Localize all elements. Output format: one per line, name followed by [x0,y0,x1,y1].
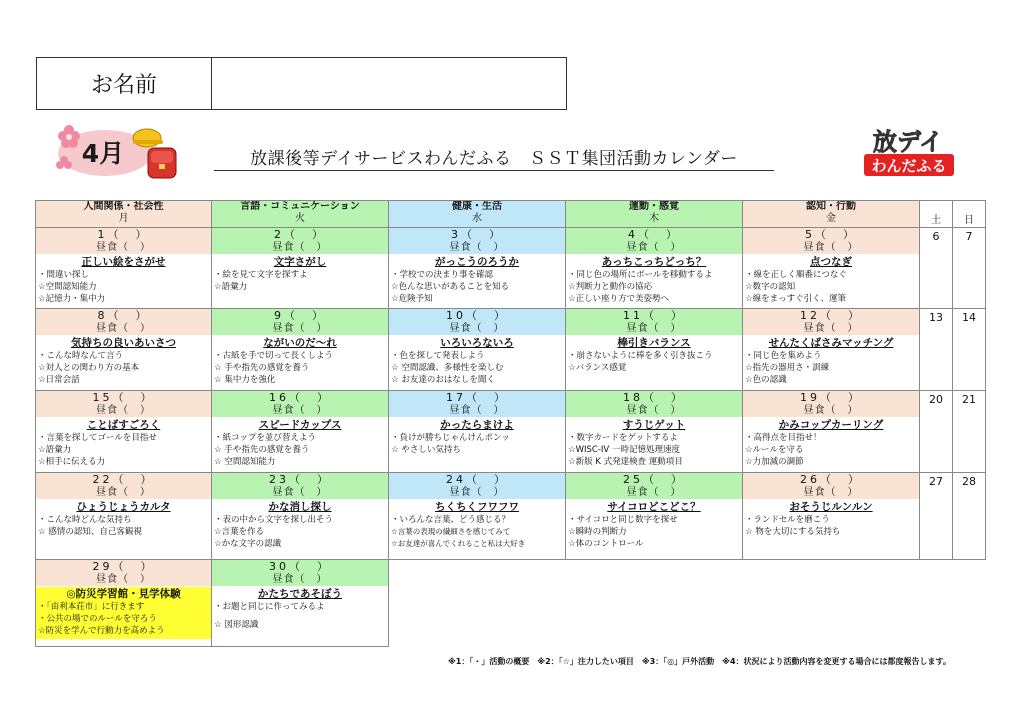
day-cell [389,228,566,309]
day-lunch: 昼食（ ） [96,405,151,416]
page-title: 放課後等デイサービスわんだふる ＳＳＴ集団活動カレンダー [214,144,774,171]
day-lunch: 昼食（ ） [272,487,328,498]
day-lunch: 昼食（ ） [626,323,682,334]
day-date: 25（ ） [623,473,685,486]
header-health: 健康・生活 水 [389,201,566,228]
activity-note: ☆ルールを守る [745,445,804,455]
day-lunch: 昼食（ ） [803,487,859,498]
day-cell [36,228,212,309]
activity-title: 正しい絵をさがせ [81,256,166,268]
activity-note: ☆日常会話 [38,375,80,385]
day-cell [566,228,743,309]
activity-note: ☆防災を学んで行動力を高めよう [38,626,165,636]
activity-note: ・高得点を目指せ！ [745,433,822,443]
activity-note: ・線を正しく順番につなぐ [745,270,847,280]
activity-note: ・言葉を探してゴールを目指せ [38,433,157,443]
day-date: 30（ ） [269,560,331,573]
empty-cell [389,560,566,647]
day-lunch: 昼食（ ） [626,242,682,253]
activity-note: ・同じ色を集めよう [745,351,822,361]
activity-note: ☆ やさしい気持ち [391,445,461,455]
activity-note: ☆空間認知能力 [38,282,97,292]
day-date: 4（ ） [628,228,680,241]
activity-note: ・紙コップを並び替えよう [214,433,316,443]
yellow-hat-icon [133,129,163,147]
saturday-date: 27 [920,473,953,560]
header-language: 言語・コミュニケーション 火 [212,201,389,228]
activity-note: ☆指先の器用さ・訓練 [745,363,830,373]
logo-line2: わんだふる [871,157,947,175]
day-date: 9（ ） [274,309,326,322]
activity-title: かみコップカーリング [778,419,884,431]
day-cell [743,473,920,560]
activity-note: ・表の中から文字を探し出そう [214,515,334,525]
day-lunch: 昼食（ ） [449,242,505,253]
activity-note: ☆ 集中力を強化 [214,375,276,385]
activity-title: サイコロどこどこ？ [607,501,701,513]
day-date: 29（ ） [92,560,155,573]
day-cell [566,309,743,391]
day-date: 2（ ） [274,228,326,241]
activity-title: あっちこっちどっち？ [601,256,707,268]
activity-title: 気持ちの良いあいさつ [71,337,176,349]
day-lunch: 昼食（ ） [803,323,859,334]
activity-note: ☆体のコントロール [568,539,644,549]
randoseru-icon [148,148,176,178]
activity-note: ☆色んな思いがあることを知る [391,282,510,292]
saturday-date: 6 [920,228,953,309]
day-lunch: 昼食（ ） [626,487,682,498]
activity-note: ☆お友達が喜んでくれること私は大好き [391,539,526,548]
wandafuru-logo [858,124,958,179]
activity-note: ☆語彙力 [214,282,248,292]
activity-note: ☆危険予知 [391,294,433,304]
day-cell [389,473,566,560]
activity-title: ひょうじょうカルタ [76,501,171,513]
activity-note: ☆正しい座り方で美姿勢へ [568,294,670,304]
day-cell [389,391,566,473]
week-row-2 [36,309,986,391]
activity-note: ☆ 空間認識、多様性を楽しむ [391,363,504,373]
month-badge-text: 4月 [81,139,125,168]
day-lunch: 昼食（ ） [272,323,328,334]
header-sunday: 日 [953,201,986,228]
saturday-date: 13 [920,309,953,391]
footer-legend: ※1：「・」活動の概要 ※2：「☆」注力したい項目 ※3：「◎」戸外活動 ※4：状況により活動内容を変更する場合には都度報告します。 [448,657,951,666]
day-date: 17（ ） [446,391,508,404]
day-cell [389,309,566,391]
header-cognition: 認知・行動 金 [743,201,920,228]
activity-title: おそうじルンルン [789,501,873,513]
activity-note: ☆バランス感覚 [568,363,627,373]
activity-note: ・色を探して発表しよう [391,351,485,361]
day-date: 15（ ） [92,391,155,404]
day-lunch: 昼食（ ） [272,574,328,585]
activity-title: かな消し探し [268,501,332,513]
day-date: 3（ ） [451,228,503,241]
activity-title: ちくちくフワフワ [435,501,519,513]
header-row [36,201,986,228]
empty-cell [920,560,953,647]
activity-note: ・サイコロと同じ数字を探せ [568,515,678,525]
day-lunch: 昼食（ ） [96,323,151,334]
activity-note: ・古紙を手で切って長くしよう [214,351,334,361]
day-cell [743,228,920,309]
activity-note: ・間違い探し [38,270,90,280]
day-date: 10（ ） [446,309,508,322]
day-lunch: 昼食（ ） [803,405,859,416]
day-cell [212,391,389,473]
day-date: 5（ ） [805,228,857,241]
activity-note: ・公共の場でのルールを守ろう [38,614,157,624]
name-field[interactable] [212,58,566,109]
day-lunch: 昼食（ ） [449,405,505,416]
week-row-1 [36,228,986,309]
activity-title: 文字さがし [273,256,327,268]
month-badge-illustration [55,120,180,182]
activity-note: ☆線をまっすぐ引く、運筆 [745,294,846,304]
day-cell [566,391,743,473]
activity-note: ・「由利本荘市」に行きます [38,602,145,612]
activity-note: ☆ 空間認知能力 [214,457,276,467]
activity-note: ☆新版 K 式発達検査 運動項目 [568,457,683,467]
activity-title: せんたくばさみマッチング [768,337,894,349]
day-date: 22（ ） [92,473,155,486]
week-row-5 [36,560,986,647]
day-lunch: 昼食（ ） [96,487,151,498]
activity-note: ・お題と同じに作ってみるよ [214,602,325,612]
header-motor: 運動・感覚 木 [566,201,743,228]
day-lunch: 昼食（ ） [626,405,682,416]
activity-note: ☆ 感情の認知、自己客観視 [38,527,142,537]
activity-calendar [35,200,986,647]
name-box [36,57,567,110]
day-date: 18（ ） [623,391,685,404]
day-lunch: 昼食（ ） [803,242,859,253]
day-cell [566,473,743,560]
day-cell [212,473,389,560]
activity-title: 棒引きバランス [617,337,691,349]
day-cell [212,309,389,391]
activity-title: かったらまけよ [440,419,514,431]
activity-title: 点つなぎ [810,256,852,268]
day-cell [36,560,212,647]
activity-note: ☆力加減の調節 [745,457,804,467]
activity-note: ・数字カードをゲットするよ [568,433,678,443]
activity-title: ◎防災学習館・見学体験 [66,588,181,600]
activity-note: ☆色の認識 [745,375,787,385]
activity-note: ・崩さないように棒を多く引き抜こう [568,351,713,361]
sunday-date: 7 [953,228,986,309]
activity-note: ☆判断力と動作の協応 [568,282,653,292]
week-row-3 [36,391,986,473]
activity-note: ☆数字の認知 [745,282,796,292]
activity-note: ☆ 手や指先の感覚を養う [214,363,310,373]
day-cell [36,473,212,560]
sunday-date: 21 [953,391,986,473]
activity-note: ☆ お友達のおはなしを聞く [391,375,495,385]
activity-note: ☆記憶力・集中力 [38,294,106,304]
activity-note: ☆ 物を大切にする気持ち [745,527,841,537]
activity-title: ながいのだ〜れ [263,337,337,349]
activity-note: ・いろんな言葉、どう感じる？ [391,515,511,525]
saturday-date: 20 [920,391,953,473]
activity-note: ・こんな時どんな気持ち [38,515,132,525]
day-date: 1（ ） [97,228,150,241]
empty-cell [743,560,920,647]
sunday-date: 14 [953,309,986,391]
day-date: 26（ ） [800,473,862,486]
activity-note: ☆言葉を作る [214,527,265,537]
day-lunch: 昼食（ ） [449,487,505,498]
day-lunch: 昼食（ ） [96,242,151,253]
header-social: 人間関係・社会性 月 [36,201,212,228]
activity-note: ・負けが勝ちじゃんけんポンッ [391,433,510,443]
activity-note: ・ランドセルを磨こう [745,515,830,525]
day-cell [36,309,212,391]
day-cell [212,560,389,647]
header-saturday: 土 [920,201,953,228]
activity-title: スピードカップス [258,419,342,431]
activity-title: ことばすごろく [86,419,161,431]
activity-note: ・同じ色の場所にボールを移動するよ [568,270,713,280]
name-label: お名前 [37,58,212,109]
activity-note: ☆WISC-IV 一時記憶処理速度 [568,445,680,455]
activity-note: ☆対人との関わり方の基本 [38,363,140,373]
activity-note: ☆語彙力 [38,445,72,455]
day-lunch: 昼食（ ） [449,323,505,334]
activity-title: すうじゲット [622,419,686,431]
day-lunch: 昼食（ ） [96,574,151,585]
day-date: 16（ ） [269,391,331,404]
week-row-4 [36,473,986,560]
empty-cell [953,560,986,647]
day-lunch: 昼食（ ） [272,242,328,253]
logo-line1: 放デイ [872,128,944,156]
sunday-date: 28 [953,473,986,560]
day-cell [743,391,920,473]
activity-title: かたちであそぼう [258,588,342,600]
day-date: 12（ ） [800,309,862,322]
activity-note: ☆かな文字の認識 [214,539,282,549]
activity-note: ・学校での決まり事を確認 [391,270,494,280]
activity-note: ☆ 手や指先の感覚を養う [214,445,310,455]
activity-note: ☆相手に伝える力 [38,457,106,467]
day-cell [36,391,212,473]
day-lunch: 昼食（ ） [272,405,328,416]
day-cell [743,309,920,391]
day-date: 19（ ） [800,391,862,404]
activity-title: がっこうのろうか [435,256,519,268]
empty-cell [566,560,743,647]
activity-note: ☆言葉の表現の繊細さを感じてみて [391,527,511,536]
day-date: 24（ ） [446,473,508,486]
day-date: 8（ ） [97,309,150,322]
day-cell [212,228,389,309]
day-date: 11（ ） [623,309,685,322]
day-date: 23（ ） [269,473,331,486]
activity-note: ☆ 図形認識 [214,620,259,630]
activity-note: ・こんな時なんて言う [38,351,124,361]
activity-note: ☆瞬時の判断力 [568,527,627,537]
activity-title: いろいろないろ [440,337,514,349]
activity-note: ・絵を見て文字を探すよ [214,270,308,280]
